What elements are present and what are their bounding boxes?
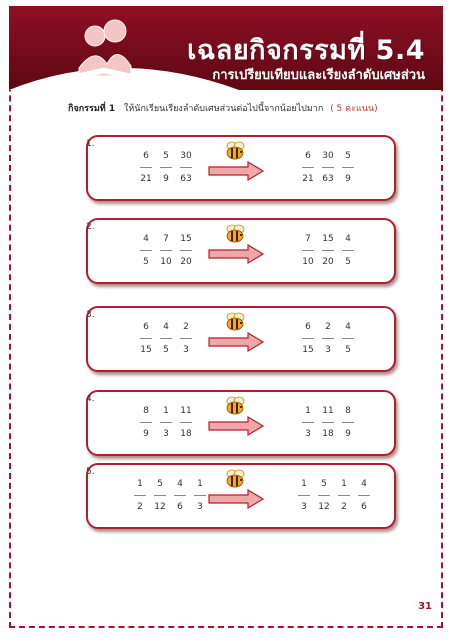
denominator: 3 — [325, 345, 331, 355]
numerator: 6 — [143, 151, 149, 161]
fraction-bar — [338, 495, 350, 496]
numerator: 7 — [163, 234, 169, 244]
denominator: 3 — [183, 345, 189, 355]
fraction — [302, 151, 314, 185]
numerator: 4 — [345, 322, 351, 332]
numerator: 2 — [325, 322, 331, 332]
fraction-bar — [134, 495, 146, 496]
denominator: 10 — [302, 257, 314, 267]
denominator: 5 — [143, 257, 149, 267]
fraction-bar — [322, 250, 334, 251]
fraction-bar — [322, 167, 334, 168]
numerator: 6 — [143, 322, 149, 332]
numerator: 1 — [305, 406, 311, 416]
denominator: 9 — [163, 174, 169, 184]
fraction — [140, 151, 152, 185]
numerator: 30 — [180, 151, 192, 161]
numerator: 8 — [345, 406, 351, 416]
denominator: 5 — [163, 345, 169, 355]
numerator: 2 — [183, 322, 189, 332]
answer-fractions — [298, 479, 370, 513]
numerator: 6 — [305, 151, 311, 161]
exercise-box — [86, 390, 396, 456]
fraction-bar — [154, 495, 166, 496]
fraction-bar — [160, 422, 172, 423]
fraction-bar — [180, 422, 192, 423]
numerator: 1 — [341, 479, 347, 489]
exercise-number: 1. — [86, 139, 95, 149]
numerator: 1 — [163, 406, 169, 416]
fraction — [160, 234, 172, 268]
right-arrow-icon — [208, 416, 264, 440]
denominator: 5 — [345, 345, 351, 355]
denominator: 21 — [140, 174, 152, 184]
fraction-bar — [140, 167, 152, 168]
fraction-bar — [160, 167, 172, 168]
fraction — [302, 406, 314, 440]
numerator: 15 — [180, 234, 192, 244]
activity-score: ( 5 คะแนน) — [330, 104, 378, 114]
instruction-line — [68, 101, 428, 115]
denominator: 3 — [197, 502, 203, 512]
fraction-bar — [322, 338, 334, 339]
exercise-number: 5. — [86, 467, 95, 477]
fraction-bar — [174, 495, 186, 496]
fraction-bar — [302, 250, 314, 251]
question-fractions — [140, 151, 192, 185]
right-arrow-icon — [208, 244, 264, 268]
denominator: 9 — [345, 429, 351, 439]
fraction — [160, 322, 172, 356]
numerator: 11 — [180, 406, 192, 416]
denominator: 10 — [160, 257, 172, 267]
denominator: 63 — [180, 174, 192, 184]
exercise-number: 2. — [86, 222, 95, 232]
fraction — [322, 234, 334, 268]
fraction — [342, 234, 354, 268]
denominator: 63 — [322, 174, 334, 184]
right-arrow-icon — [208, 489, 264, 513]
fraction — [322, 322, 334, 356]
right-arrow-icon — [208, 332, 264, 356]
fraction-bar — [342, 338, 354, 339]
fraction — [322, 406, 334, 440]
fraction-bar — [180, 167, 192, 168]
denominator: 5 — [345, 257, 351, 267]
numerator: 4 — [143, 234, 149, 244]
fraction-bar — [302, 167, 314, 168]
denominator: 2 — [341, 502, 347, 512]
header-banner — [9, 6, 443, 90]
fraction — [342, 151, 354, 185]
numerator: 8 — [143, 406, 149, 416]
fraction-bar — [140, 250, 152, 251]
fraction — [318, 479, 330, 513]
denominator: 3 — [163, 429, 169, 439]
denominator: 12 — [318, 502, 330, 512]
denominator: 9 — [345, 174, 351, 184]
fraction-bar — [302, 422, 314, 423]
question-fractions — [140, 234, 192, 268]
question-fractions — [140, 322, 192, 356]
numerator: 5 — [157, 479, 163, 489]
numerator: 6 — [305, 322, 311, 332]
numerator: 1 — [301, 479, 307, 489]
denominator: 20 — [322, 257, 334, 267]
answer-fractions — [302, 406, 354, 440]
fraction — [180, 151, 192, 185]
fraction — [140, 406, 152, 440]
fraction — [160, 406, 172, 440]
answer-fractions — [302, 322, 354, 356]
right-arrow-icon — [208, 161, 264, 185]
exercise-number: 4. — [86, 394, 95, 404]
fraction — [194, 479, 206, 513]
fraction — [180, 322, 192, 356]
exercise-box — [86, 463, 396, 529]
fraction-bar — [194, 495, 206, 496]
exercise-number: 3. — [86, 310, 95, 320]
fraction-bar — [180, 338, 192, 339]
fraction-bar — [358, 495, 370, 496]
numerator: 5 — [345, 151, 351, 161]
fraction-bar — [160, 338, 172, 339]
numerator: 1 — [197, 479, 203, 489]
answer-fractions — [302, 234, 354, 268]
fraction — [338, 479, 350, 513]
fraction-bar — [342, 422, 354, 423]
page-subtitle: การเปรียบเทียบและเรียงลำดับเศษส่วน — [212, 68, 425, 83]
fraction-bar — [180, 250, 192, 251]
numerator: 4 — [361, 479, 367, 489]
fraction — [180, 234, 192, 268]
fraction-bar — [140, 422, 152, 423]
denominator: 3 — [301, 502, 307, 512]
fraction — [302, 322, 314, 356]
numerator: 5 — [321, 479, 327, 489]
denominator: 18 — [180, 429, 192, 439]
fraction-bar — [140, 338, 152, 339]
fraction — [322, 151, 334, 185]
fraction — [154, 479, 166, 513]
denominator: 15 — [140, 345, 152, 355]
page-number: 31 — [418, 601, 432, 612]
fraction-bar — [322, 422, 334, 423]
activity-text: ให้นักเรียนเรียงลำดับเศษส่วนต่อไปนี้จากน้อยไปมาก — [123, 104, 324, 114]
page-title: เฉลยกิจกรรมที่ 5.4 — [187, 35, 425, 66]
fraction — [134, 479, 146, 513]
denominator: 20 — [180, 257, 192, 267]
fraction — [174, 479, 186, 513]
fraction — [342, 406, 354, 440]
numerator: 1 — [137, 479, 143, 489]
denominator: 6 — [177, 502, 183, 512]
numerator: 5 — [163, 151, 169, 161]
fraction-bar — [342, 167, 354, 168]
exercise-box — [86, 218, 396, 284]
numerator: 4 — [163, 322, 169, 332]
answer-fractions — [302, 151, 354, 185]
numerator: 4 — [345, 234, 351, 244]
numerator: 15 — [322, 234, 334, 244]
activity-label: กิจกรรมที่ 1 — [68, 104, 116, 114]
fraction — [298, 479, 310, 513]
question-fractions — [134, 479, 206, 513]
numerator: 7 — [305, 234, 311, 244]
fraction — [140, 322, 152, 356]
denominator: 18 — [322, 429, 334, 439]
denominator: 9 — [143, 429, 149, 439]
numerator: 4 — [177, 479, 183, 489]
denominator: 2 — [137, 502, 143, 512]
denominator: 12 — [154, 502, 166, 512]
fraction-bar — [318, 495, 330, 496]
numerator: 11 — [322, 406, 334, 416]
fraction — [180, 406, 192, 440]
denominator: 21 — [302, 174, 314, 184]
fraction-bar — [298, 495, 310, 496]
question-fractions — [140, 406, 192, 440]
fraction — [160, 151, 172, 185]
exercise-box — [86, 135, 396, 201]
exercise-box — [86, 306, 396, 372]
fraction-bar — [342, 250, 354, 251]
denominator: 15 — [302, 345, 314, 355]
fraction — [302, 234, 314, 268]
fraction — [358, 479, 370, 513]
fraction — [140, 234, 152, 268]
fraction — [342, 322, 354, 356]
fraction-bar — [302, 338, 314, 339]
denominator: 6 — [361, 502, 367, 512]
fraction-bar — [160, 250, 172, 251]
numerator: 30 — [322, 151, 334, 161]
denominator: 3 — [305, 429, 311, 439]
